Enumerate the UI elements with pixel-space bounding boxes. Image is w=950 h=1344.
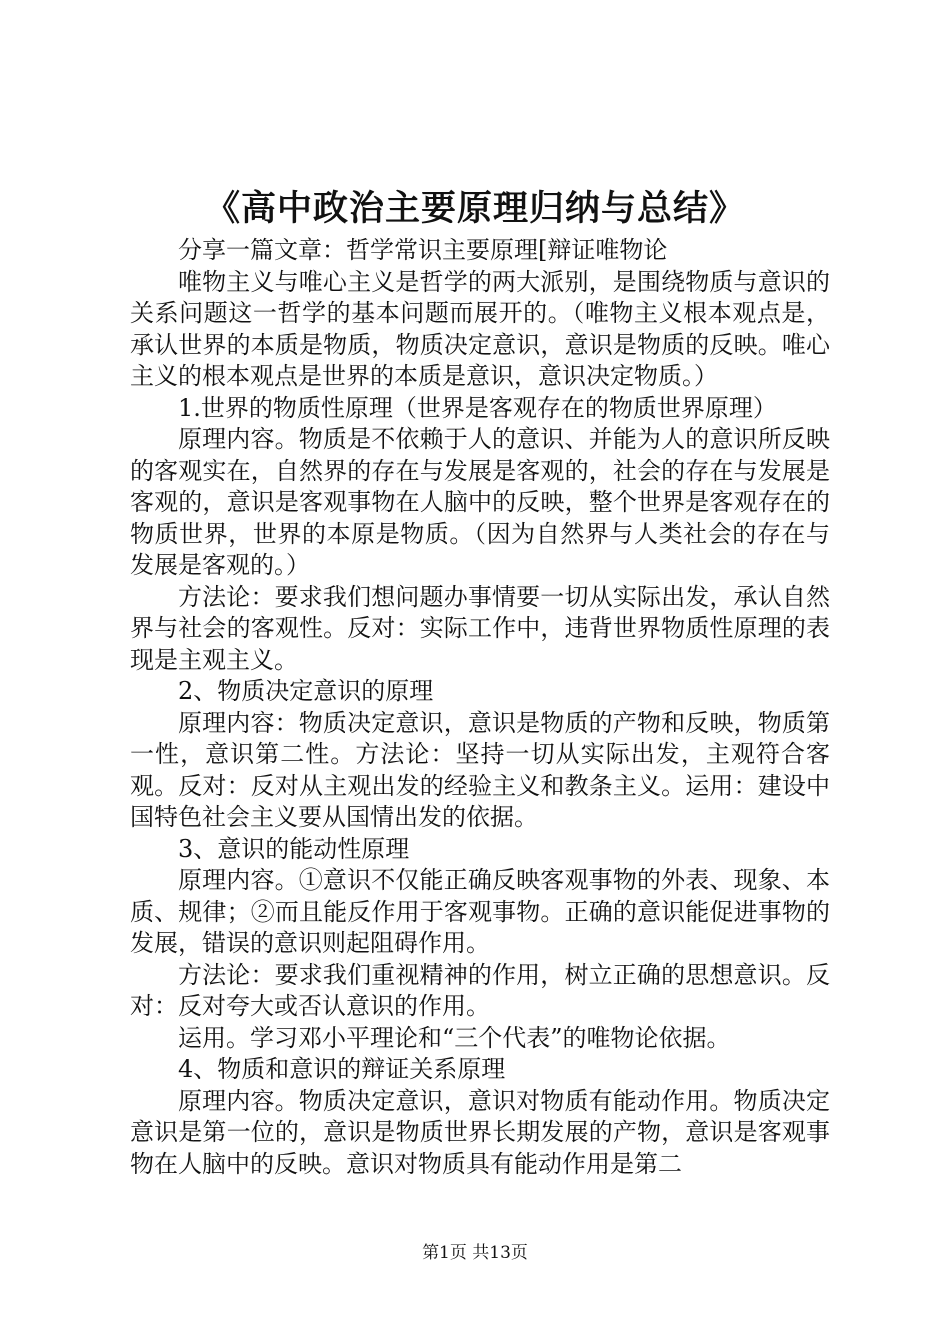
paragraph: 唯物主义与唯心主义是哲学的两大派别，是围绕物质与意识的关系问题这一哲学的基本问题而展开的。（唯物主义根本观点是，承认世界的本质是物质，物质决定意识，意识是物质的反映。唯心主义的根本观点是世界的本质是意识，意识决定物质。） <box>130 267 830 390</box>
paragraph: 方法论：要求我们重视精神的作用，树立正确的思想意识。反对：反对夸大或否认意识的作用。 <box>130 960 830 1020</box>
paragraph: 运用。学习邓小平理论和“三个代表”的唯物论依据。 <box>178 1023 731 1052</box>
paragraph: 原理内容。物质决定意识，意识对物质有能动作用。物质决定意识是第一位的，意识是物质世界长期发展的产物，意识是客观事物在人脑中的反映。意识对物质具有能动作用是第二 <box>130 1086 830 1178</box>
paragraph: 方法论：要求我们想问题办事情要一切从实际出发，承认自然界与社会的客观性。反对：实际工作中，违背世界物质性原理的表现是主观主义。 <box>130 582 830 674</box>
section-heading: 3、意识的能动性原理 <box>178 834 410 863</box>
paragraph: 原理内容：物质决定意识，意识是物质的产物和反映，物质第一性，意识第二性。方法论：坚持一切从实际出发，主观符合客观。反对：反对从主观出发的经验主义和教条主义。运用：建设中国特色社会主义要从国情出发的依据。 <box>130 708 830 831</box>
page-number: 第1页 共13页 <box>422 1243 528 1263</box>
section-heading: 2、物质决定意识的原理 <box>178 677 434 705</box>
section-heading: 4、物质和意识的辩证关系原理 <box>178 1055 506 1083</box>
document-body <box>130 235 830 1180</box>
paragraph: 原理内容。①意识不仅能正确反映客观事物的外表、现象、本质、规律；②而且能反作用于客观事物。正确的意识能促进事物的发展，错误的意识则起阻碍作用。 <box>130 866 830 957</box>
paragraph: 原理内容。物质是不依赖于人的意识、并能为人的意识所反映的客观实在，自然界的存在与发展是客观的，社会的存在与发展是客观的，意识是客观事物在人脑中的反映，整个世界是客观存在的物质世界，世界的本原是物质。（因为自然界与人类社会的存在与发展是客观的。） <box>130 425 830 579</box>
document-title: 《高中政治主要原理归纳与总结》 <box>204 188 745 229</box>
section-heading: 1.世界的物质性原理（世界是客观存在的物质世界原理） <box>178 393 777 422</box>
paragraph-intro: 分享一篇文章：哲学常识主要原理[辩证唯物论 <box>178 236 668 264</box>
